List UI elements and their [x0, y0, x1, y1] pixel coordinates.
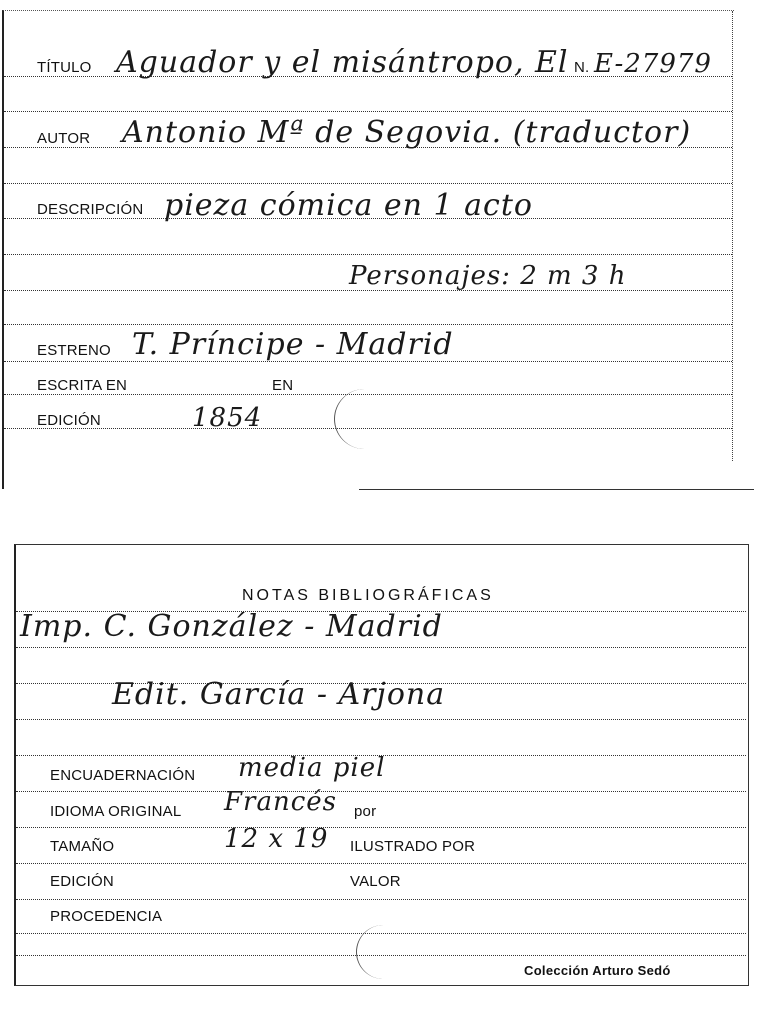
catalog-card-top	[2, 10, 734, 489]
rule-line	[16, 899, 746, 900]
rule-line	[16, 791, 746, 792]
ilustrado-por-label: ILUSTRADO POR	[350, 838, 476, 855]
titulo-value: Aguador y el misántropo, El	[116, 45, 569, 80]
numero-label: N.	[574, 59, 590, 76]
edicion-label: EDICIÓN	[37, 412, 101, 429]
rule-line	[4, 254, 732, 255]
edicion-value: 1854	[192, 403, 263, 433]
rule-line	[359, 489, 754, 490]
estreno-value: T. Príncipe - Madrid	[132, 327, 454, 362]
edicion-label-bottom: EDICIÓN	[50, 873, 114, 890]
punch-hole	[356, 925, 411, 979]
idioma-original-label: IDIOMA ORIGINAL	[50, 803, 182, 820]
tamano-value: 12 x 19	[224, 824, 329, 854]
punch-hole	[334, 389, 395, 449]
editor-value: Edit. García - Arjona	[112, 677, 446, 712]
autor-value: Antonio Mª de Segovia. (traductor)	[122, 115, 692, 150]
right-border	[732, 11, 733, 461]
descripcion-label: DESCRIPCIÓN	[37, 201, 144, 218]
valor-label: VALOR	[350, 873, 401, 890]
en-label: EN	[272, 377, 294, 394]
rule-line	[4, 111, 732, 112]
notas-heading: NOTAS BIBLIOGRÁFICAS	[242, 587, 494, 604]
rule-line	[16, 647, 746, 648]
procedencia-label: PROCEDENCIA	[50, 908, 163, 925]
catalog-card-bottom	[14, 544, 749, 986]
autor-label: AUTOR	[37, 130, 91, 147]
escrita-en-label: ESCRITA EN	[37, 377, 128, 394]
numero-value: E-27979	[594, 49, 712, 79]
estreno-label: ESTRENO	[37, 342, 111, 359]
encuadernacion-label: ENCUADERNACIÓN	[50, 767, 196, 784]
collection-stamp: Colección Arturo Sedó	[524, 963, 671, 978]
descripcion-value: pieza cómica en 1 acto	[164, 188, 533, 223]
rule-line	[4, 324, 732, 325]
rule-line	[16, 863, 746, 864]
idioma-original-value: Francés	[224, 787, 338, 817]
por-label: por	[354, 803, 377, 820]
personajes-value: Personajes: 2 m 3 h	[349, 261, 627, 291]
imprenta-value: Imp. C. González - Madrid	[20, 609, 443, 644]
encuadernacion-value: media piel	[238, 753, 386, 783]
tamano-label: TAMAÑO	[50, 838, 115, 855]
rule-line	[4, 183, 732, 184]
rule-line	[16, 827, 746, 828]
rule-line	[16, 719, 746, 720]
titulo-label: TÍTULO	[37, 59, 92, 76]
